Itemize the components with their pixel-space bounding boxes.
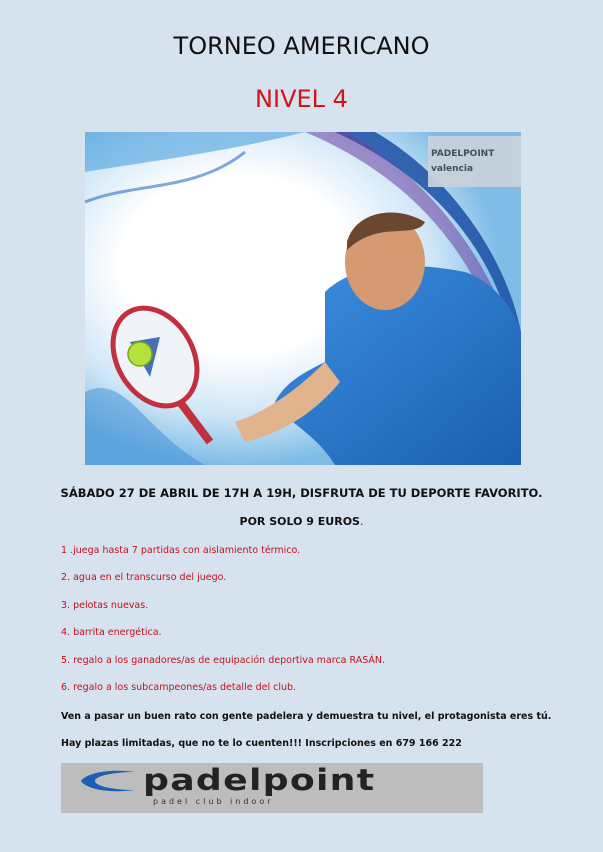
- logo-wordmark: padelpoint: [143, 763, 376, 797]
- invite-note: Ven a pasar un buen rato con gente padelera y demuestra tu nivel, el protagonista eres tú.: [61, 711, 552, 722]
- logo-tagline: padel club indoor: [153, 797, 274, 806]
- event-price-dot: .: [359, 515, 364, 528]
- list-item: 1 .juega hasta 7 partidas con aislamiento térmico.: [61, 545, 301, 556]
- event-price: [0, 515, 603, 528]
- list-item: 2. agua en el transcurso del juego.: [61, 572, 227, 583]
- logo-swoosh-icon: [77, 770, 137, 792]
- list-item: 4. barrita energética.: [61, 627, 162, 638]
- club-badge-city: valencia: [431, 164, 474, 174]
- list-item: 3. pelotas nuevas.: [61, 600, 149, 611]
- list-item: 6. regalo a los subcampeones/as detalle del club.: [61, 682, 297, 693]
- event-headline: SÁBADO 27 DE ABRIL DE 17H A 19H, DISFRUTA DE TU DEPORTE FAVORITO.: [60, 486, 543, 500]
- level-subtitle: NIVEL 4: [255, 85, 348, 113]
- limited-places-note: Hay plazas limitadas, que no te lo cuenten!!! Inscripciones en 679 166 222: [61, 738, 462, 749]
- padelpoint-logo: [61, 763, 483, 813]
- club-badge-name: PADELPOINT: [431, 149, 495, 159]
- list-item: 5. regalo a los ganadores/as de equipación deportiva marca RASÁN.: [61, 655, 386, 666]
- club-badge: [428, 136, 521, 187]
- page-title: TORNEO AMERICANO: [173, 32, 430, 60]
- event-price-text: POR SOLO 9 EUROS: [239, 515, 360, 528]
